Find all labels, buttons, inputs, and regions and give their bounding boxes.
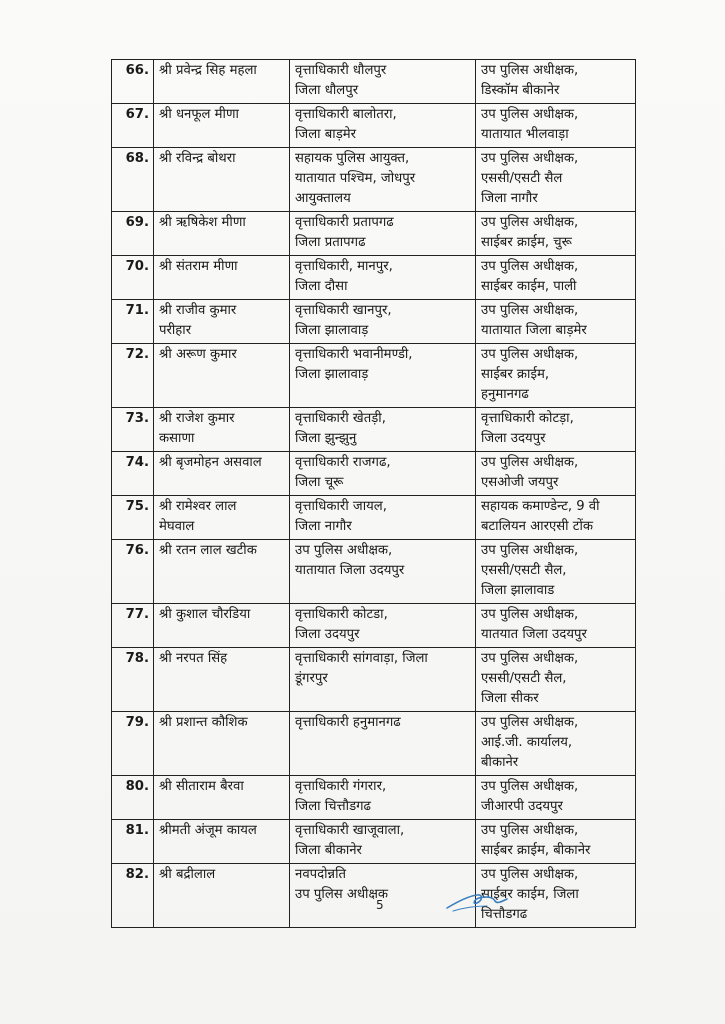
serial-number-cell: 69. <box>112 212 154 256</box>
transfer-table <box>111 59 636 928</box>
new-post-cell: उप पुलिस अधीक्षक, डिस्कॉम बीकानेर <box>476 60 636 104</box>
serial-number-cell: 82. <box>112 864 154 928</box>
table-row <box>112 496 636 540</box>
new-post-cell: उप पुलिस अधीक्षक, एससी/एसटी सैल, जिला सीकर <box>476 648 636 712</box>
serial-number-cell: 70. <box>112 256 154 300</box>
officer-name-cell: श्री रविन्द्र बोथरा <box>154 148 290 212</box>
officer-name-cell: श्री अरूण कुमार <box>154 344 290 408</box>
officer-name-cell: श्री राजीव कुमार परीहार <box>154 300 290 344</box>
officer-name-cell: श्री कुशाल चौरडिया <box>154 604 290 648</box>
officer-name-cell: श्रीमती अंजूम कायल <box>154 820 290 864</box>
new-post-cell: उप पुलिस अधीक्षक, यातयात जिला उदयपुर <box>476 604 636 648</box>
current-post-cell: उप पुलिस अधीक्षक, यातायात जिला उदयपुर <box>290 540 476 604</box>
serial-number-cell: 74. <box>112 452 154 496</box>
serial-number-cell: 76. <box>112 540 154 604</box>
table-row <box>112 104 636 148</box>
officer-name-cell: श्री प्रशान्त कौशिक <box>154 712 290 776</box>
new-post-cell: उप पुलिस अधीक्षक, जीआरपी उदयपुर <box>476 776 636 820</box>
current-post-cell: वृत्ताधिकारी धौलपुर जिला धौलपुर <box>290 60 476 104</box>
officer-name-cell: श्री नरपत सिंह <box>154 648 290 712</box>
table-row <box>112 300 636 344</box>
current-post-cell: वृत्ताधिकारी प्रतापगढ जिला प्रतापगढ <box>290 212 476 256</box>
table-row <box>112 648 636 712</box>
new-post-cell: उप पुलिस अधीक्षक, साईबर काईम, जिला चित्तौडगढ <box>476 864 636 928</box>
current-post-cell: वृत्ताधिकारी गंगरार, जिला चित्तौडगढ <box>290 776 476 820</box>
officer-name-cell: श्री बद्रीलाल <box>154 864 290 928</box>
serial-number-cell: 78. <box>112 648 154 712</box>
page-number: 5 <box>376 898 384 912</box>
officer-name-cell: श्री राजेश कुमार कसाणा <box>154 408 290 452</box>
new-post-cell: उप पुलिस अधीक्षक, एससी/एसटी सैल, जिला झालावाड <box>476 540 636 604</box>
serial-number-cell: 72. <box>112 344 154 408</box>
serial-number-cell: 77. <box>112 604 154 648</box>
serial-number-cell: 73. <box>112 408 154 452</box>
serial-number-cell: 81. <box>112 820 154 864</box>
new-post-cell: उप पुलिस अधीक्षक, साईबर क्राईम, चुरू <box>476 212 636 256</box>
serial-number-cell: 71. <box>112 300 154 344</box>
table-row <box>112 408 636 452</box>
signature-mark <box>443 886 513 918</box>
current-post-cell: वृत्ताधिकारी बालोतरा, जिला बाड़मेर <box>290 104 476 148</box>
table-row <box>112 540 636 604</box>
current-post-cell: सहायक पुलिस आयुक्त, यातायात पश्चिम, जोधपुर आयुक्तालय <box>290 148 476 212</box>
serial-number-cell: 68. <box>112 148 154 212</box>
new-post-cell: उप पुलिस अधीक्षक, यातायात भीलवाड़ा <box>476 104 636 148</box>
current-post-cell: वृत्ताधिकारी खानपुर, जिला झालावाड़ <box>290 300 476 344</box>
new-post-cell: उप पुलिस अधीक्षक, साईबर काईम, पाली <box>476 256 636 300</box>
current-post-cell: वृत्ताधिकारी सांगवाड़ा, जिला डूंगरपुर <box>290 648 476 712</box>
table-row <box>112 712 636 776</box>
officer-name-cell: श्री रामेश्वर लाल मेघवाल <box>154 496 290 540</box>
officer-name-cell: श्री प्रवेन्द्र सिह महला <box>154 60 290 104</box>
current-post-cell: वृत्ताधिकारी भवानीमण्डी, जिला झालावाड़ <box>290 344 476 408</box>
table-row <box>112 344 636 408</box>
table-row <box>112 256 636 300</box>
current-post-cell: वृत्ताधिकारी खाजूवाला, जिला बीकानेर <box>290 820 476 864</box>
officer-name-cell: श्री सीताराम बैरवा <box>154 776 290 820</box>
new-post-cell: उप पुलिस अधीक्षक, यातायात जिला बाड़मेर <box>476 300 636 344</box>
new-post-cell: उप पुलिस अधीक्षक, आई.जी. कार्यालय, बीकानेर <box>476 712 636 776</box>
table-row <box>112 864 636 928</box>
officer-name-cell: श्री रतन लाल खटीक <box>154 540 290 604</box>
current-post-cell: वृत्ताधिकारी जायल, जिला नागौर <box>290 496 476 540</box>
new-post-cell: उप पुलिस अधीक्षक, साईबर क्राईम, बीकानेर <box>476 820 636 864</box>
serial-number-cell: 66. <box>112 60 154 104</box>
officer-name-cell: श्री ऋषिकेश मीणा <box>154 212 290 256</box>
officer-name-cell: श्री संतराम मीणा <box>154 256 290 300</box>
table-row <box>112 212 636 256</box>
current-post-cell: वृत्ताधिकारी खेतड़ी, जिला झुन्झुनु <box>290 408 476 452</box>
table-row <box>112 452 636 496</box>
officer-name-cell: श्री बृजमोहन असवाल <box>154 452 290 496</box>
serial-number-cell: 75. <box>112 496 154 540</box>
table-row <box>112 148 636 212</box>
table-row <box>112 776 636 820</box>
current-post-cell: वृत्ताधिकारी राजगढ, जिला चूरू <box>290 452 476 496</box>
table-row <box>112 604 636 648</box>
new-post-cell: उप पुलिस अधीक्षक, एसओजी जयपुर <box>476 452 636 496</box>
new-post-cell: उप पुलिस अधीक्षक, साईबर क्राईम, हनुमानगढ <box>476 344 636 408</box>
serial-number-cell: 80. <box>112 776 154 820</box>
current-post-cell: नवपदोन्नति उप पुलिस अधीक्षक <box>290 864 476 928</box>
new-post-cell: वृत्ताधिकारी कोटड़ा, जिला उदयपुर <box>476 408 636 452</box>
officer-name-cell: श्री धनफूल मीणा <box>154 104 290 148</box>
current-post-cell: वृत्ताधिकारी कोटडा, जिला उदयपुर <box>290 604 476 648</box>
serial-number-cell: 79. <box>112 712 154 776</box>
current-post-cell: वृत्ताधिकारी, मानपुर, जिला दौसा <box>290 256 476 300</box>
new-post-cell: सहायक कमाण्डेन्ट, 9 वी बटालियन आरएसी टोंक <box>476 496 636 540</box>
serial-number-cell: 67. <box>112 104 154 148</box>
new-post-cell: उप पुलिस अधीक्षक, एससी/एसटी सैल जिला नागौर <box>476 148 636 212</box>
table-row <box>112 820 636 864</box>
table-row <box>112 60 636 104</box>
current-post-cell: वृत्ताधिकारी हनुमानगढ <box>290 712 476 776</box>
table-body <box>112 60 636 928</box>
